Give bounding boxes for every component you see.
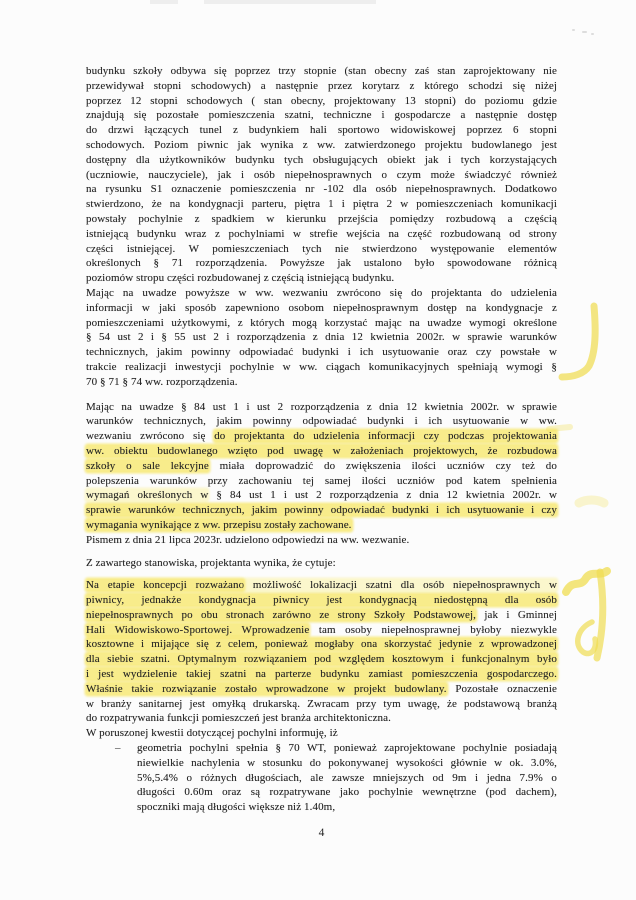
highlighted-text-segment: dla siebie szatni. Optymalnym rozwiązaniem pod względem kosztowym i funkcjonalnym było [86, 653, 557, 666]
text-segment: geometria pochylni spełnia § 70 WT, ponieważ zaprojektowane pochylnie posiadają [137, 742, 557, 755]
scan-artifact-stripe [150, 0, 178, 4]
text-line [86, 400, 557, 415]
highlighted-text-segment: wymagań określonych w [86, 489, 209, 502]
highlighted-text-segment: Hali Widowiskowo-Sportowej. Wprowadzenie [86, 623, 310, 636]
text-line [137, 741, 557, 756]
scan-artifact-stripe [204, 0, 376, 4]
text-line [86, 711, 557, 726]
text-line [86, 256, 557, 271]
text-segment: tam osoby niepełnosprawnej byłoby niezwykle [309, 623, 557, 636]
text-segment: 5%,5.4% o różnych długościach, ale zawsze mniejszych od 9m i jedna 7.9% o [137, 771, 557, 784]
text-segment: polepszenia warunków przy zachowaniu tej samej ilości uczniów pod katem spełnienia [86, 474, 557, 487]
text-line [86, 444, 557, 459]
highlighted-text-segment: niepełnosprawnych po obu stronach zarówno ze strony Szkoły Podstawowej, [86, 608, 477, 621]
text-line [86, 168, 557, 183]
highlighter-doodle-curl-mark [578, 622, 596, 654]
highlighter-bracket-mark [562, 306, 595, 377]
text-line [86, 429, 557, 444]
text-line [86, 623, 557, 638]
list-dash: – [115, 742, 121, 755]
text-segment: informacji w jaki sposób zapewniono osobom niepełnosprawnym dostęp na kondygnacje z [86, 301, 557, 314]
text-line [86, 301, 557, 316]
text-line [86, 556, 557, 571]
text-segment: powstały pochylnie z spadkiem w kierunku przejścia pomiędzy rozbudową a częścią [86, 212, 557, 225]
text-line [86, 316, 557, 331]
text-line [86, 286, 557, 301]
text-line [86, 197, 557, 212]
text-line [86, 726, 557, 741]
text-line [86, 637, 557, 652]
text-segment: poziomów stropu części rozbudowanej z częścią istniejącą budynku. [86, 272, 395, 285]
text-segment: Z zawartego stanowiska, projektanta wynika, że cytuje: [86, 556, 336, 569]
text-segment: § 54 ust 2 i § 55 ust 2 i rozporządzenia z dnia 12 kwietnia 2002r. w sprawie warunków [86, 331, 557, 344]
text-line [86, 138, 557, 153]
highlighted-text-segment: możliwość lokalizacji szatni dla osób niepełnosprawnych w [244, 579, 557, 592]
text-line [86, 123, 557, 138]
text-line [86, 153, 557, 168]
text-line [86, 79, 557, 94]
text-line [86, 375, 557, 390]
text-segment: § 84 ust 1 i ust 2 rozporządzenia z dnia 12 kwietnia 2002r. w [208, 489, 557, 502]
quoted-statement [86, 578, 557, 741]
text-segment: na rysunku S1 oznaczenie pomieszczenia nr -102 dla osób niepełnosprawnych. Dodatkowo [86, 183, 557, 196]
paragraph-1 [86, 64, 557, 390]
highlighted-text-segment: do projektanta do udzielenia informacji czy podczas projektowania [214, 430, 557, 443]
text-line [86, 488, 557, 503]
text-line [86, 474, 557, 489]
text-line [86, 212, 557, 227]
text-segment: miała doprowadzić do zwiększenia ilości uczniów czy też do [208, 459, 558, 472]
highlighter-doodle-top-mark [566, 571, 607, 592]
text-line [137, 771, 557, 786]
text-segment: Pismem z dnia 21 lipca 2023r. udzielono odpowiedzi na ww. wezwanie. [86, 533, 410, 546]
text-line [86, 503, 557, 518]
text-line [86, 697, 557, 712]
text-segment: znajdują się pozostałe pomieszczenia szatni, techniczne i gospodarcze a następnie dostęp [86, 109, 557, 122]
bullet-pochylnie [115, 741, 557, 815]
text-line [137, 756, 557, 771]
text-line [86, 242, 557, 257]
text-line [86, 518, 557, 533]
paragraph-2 [86, 400, 557, 533]
highlighted-text-segment: piwnicy, jednakże kondygnacja piwnicy jest kondygnacją niedostępną dla osób [86, 594, 557, 607]
reply-line [86, 533, 557, 548]
text-segment: istniejącą budynku wraz z pochylniami w strefie wejścia na część rozbudowaną od strony [86, 227, 557, 240]
document-text-body [86, 64, 557, 839]
text-segment: dostępny dla użytkowników budynku tych obsługujących obiekt jak i tych korzystających [86, 153, 557, 166]
text-line [86, 330, 557, 345]
text-segment: do rozpatrywania funkcji pomieszczeń jest branża architektoniczna. [86, 712, 391, 725]
highlighted-text-segment: szkoły o sale lekcyjne [86, 459, 209, 472]
text-line [86, 360, 557, 375]
text-segment: technicznych, jakim powinny odpowiadać budynki i ich usytuowanie oraz czy powstałe w [86, 346, 557, 359]
text-segment: Pozostałe oznaczenie [446, 682, 558, 695]
pencil-smudge-mark [572, 29, 575, 31]
text-segment: Mając na uwadze § 84 ust 1 i ust 2 rozporządzenia z dnia 12 kwietnia 2002r. w sprawie [86, 400, 557, 413]
text-line [86, 414, 557, 429]
text-segment: spoczniki mają długości większe niż 1.40m, [137, 801, 336, 814]
text-segment: części istniejącej. W pomieszczeniach tych nie stwierdzono występowanie elementów [86, 242, 557, 255]
highlighter-doodle-stem-mark [597, 572, 603, 658]
text-line [86, 652, 557, 667]
text-segment: W poruszonej kwestii dotyczącej pochylni informuję, iż [86, 727, 338, 740]
text-segment: 70 § 71 § 74 ww. rozporządzenia. [86, 375, 238, 388]
text-segment: w branży sanitarnej jest omyłką drukarską. Zwracam przy tym uwagę, że podstawową branżą [86, 697, 557, 710]
text-line [86, 64, 557, 79]
text-line [86, 593, 557, 608]
highlighted-text-segment: i jest wydzielenie takiej szatni na parterze budynku zamiast pomieszczenia gospodarczego. [86, 668, 557, 681]
text-segment: niewielkie nachylenia w stosunku do pokonywanej wysokości głównie w ok. 3.0%, [137, 756, 557, 769]
text-segment: przewidywał stopni schodowych) a następnie przez korytarz z którego schodzi się niżej [86, 79, 557, 92]
text-line [86, 227, 557, 242]
text-segment: jak i Gminnej [476, 608, 558, 621]
text-line [86, 533, 557, 548]
highlighted-text-segment: Właśnie takie rozwiązanie zostało wprowadzone w projekt budowlany. [86, 682, 447, 695]
highlighted-text-segment: ww. obiektu budowlanego wzięto pod uwagę w założeniach projektowych, że rozbudowa [86, 444, 557, 457]
text-segment: długości 0.60m oraz są rozpatrywane jako pochylnie wewnętrzne (pod dachem), [137, 786, 557, 799]
highlighted-text-segment: kosztowne i mijające się z celem, ponieważ mogłaby ona skorzystać jedynie z wprowadzonej [86, 638, 557, 651]
text-segment: warunków technicznych, jakim powinny odpowiadać budynki i ich usytuowanie w ww. [86, 415, 557, 428]
text-segment: pomieszczeniami użytkowymi, z których mogą korzystać mając na uwadze wymogi określone [86, 316, 557, 329]
text-line [86, 459, 557, 474]
text-line [86, 94, 557, 109]
text-segment: schodowych. Poziom piwnic jak wynika z ww. zatwierdzonego projektu budowlanego jest [86, 138, 557, 151]
highlighter-blob-mark [579, 500, 604, 503]
text-line [137, 785, 557, 800]
text-line [86, 345, 557, 360]
text-line [86, 182, 557, 197]
highlighted-text-segment: Na etapie koncepcji rozważano [86, 579, 245, 592]
pencil-smudge-mark [582, 31, 587, 33]
text-line [86, 108, 557, 123]
text-line [86, 608, 557, 623]
text-segment: (uczniowie, nauczyciele), jak i osób niepełnosprawnych o czym może świadczyć również [86, 168, 557, 181]
text-segment: określonych § 71 rozporządzenia. Powyższe jak ustalono było spowodowane różnicą [86, 257, 557, 270]
highlighted-text-segment: sprawie warunków technicznych, jakim powinny odpowiadać budynki i ich usytuowanie i czy [86, 504, 557, 517]
text-line [137, 800, 557, 815]
text-segment: poprzez 12 stopni schodowych ( stan obecny, projektowany 13 stopni) do poziomu gdzie [86, 94, 557, 107]
text-line [86, 271, 557, 286]
text-segment: wezwaniu zwrócono się [86, 430, 215, 443]
pencil-smudge-mark [591, 33, 594, 35]
statement-intro-line [86, 556, 557, 571]
page-number: 4 [318, 827, 325, 840]
text-segment: trakcie realizacji inwestycji pochylnie w ww. ciągach komunikacyjnych spełniają wymogi § [86, 360, 557, 373]
text-line [86, 682, 557, 697]
text-segment: budynku szkoły odbywa się poprzez trzy stopnie (stan obecny zaś stan zaprojektowany nie [86, 65, 557, 77]
text-segment: do drzwi łączących tunel z budynkiem hali sportowo widowiskowej poprzez 6 stopni [86, 124, 557, 137]
highlighted-text-segment: wymagania wynikające z ww. przepisu zostały zachowane. [86, 518, 352, 531]
text-line [86, 578, 557, 593]
text-line [86, 667, 557, 682]
text-segment: Mając na uwadze powyższe w ww. wezwaniu zwrócono się do projektanta do udzielenia [86, 286, 557, 299]
text-segment: stwierdzono, że na kondygnacji parteru, piętra 1 i piętra 2 w pomieszczeniach komunikacji [86, 198, 557, 211]
